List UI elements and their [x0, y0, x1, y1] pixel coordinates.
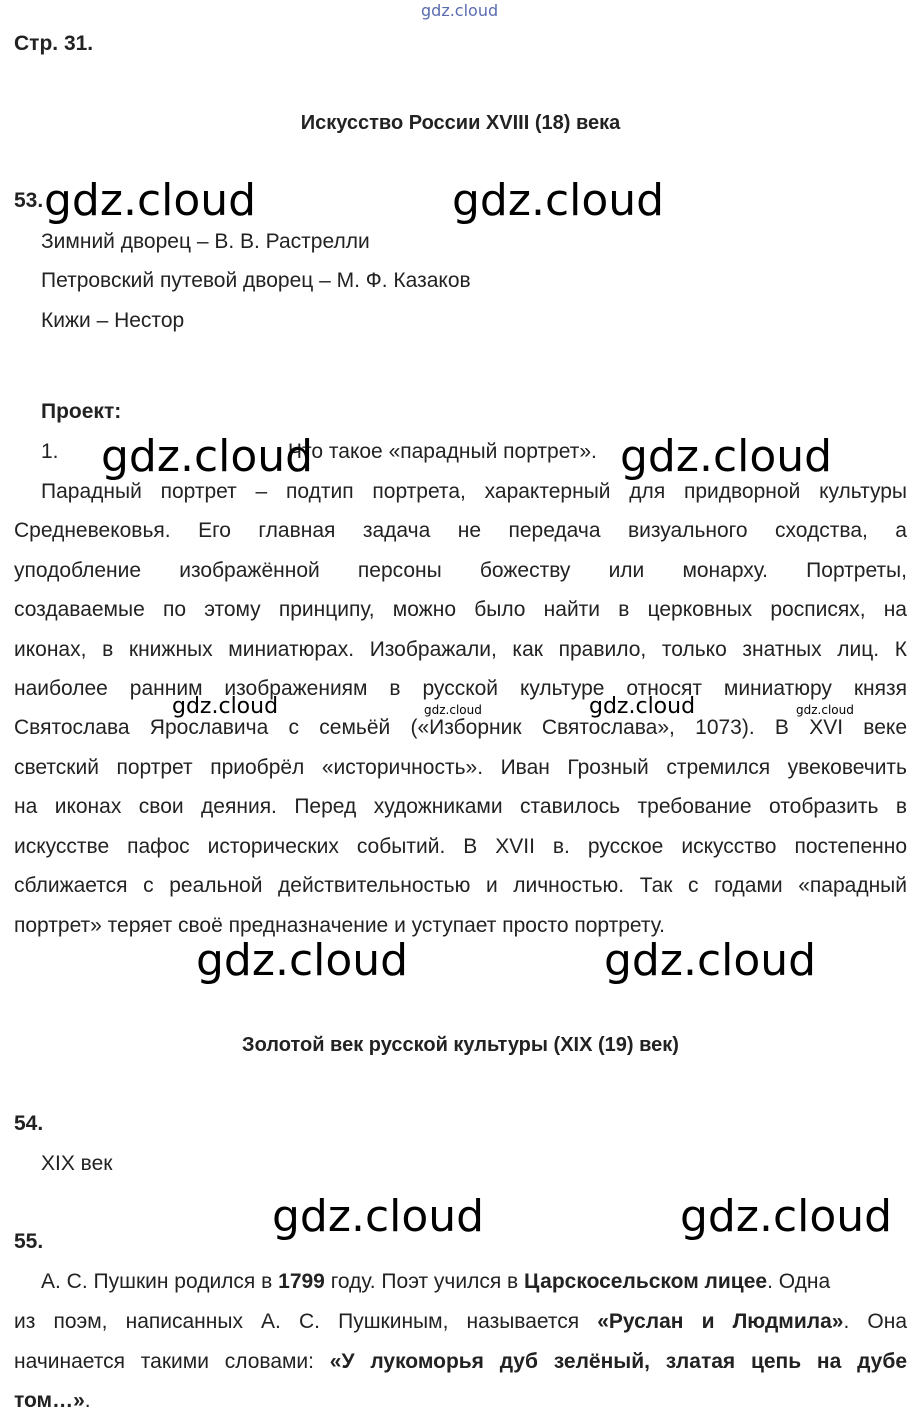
year-1799: 1799: [278, 1270, 325, 1293]
task-55-line: А. С. Пушкин родился в 1799 году. Поэт учился в Царскосельском лицее. Одна: [41, 1270, 831, 1293]
task-55-line: том…».: [14, 1389, 91, 1412]
paragraph-line: на иконах свои деяния. Перед художниками ставилось требование отобразить в: [14, 795, 907, 818]
task-54-answer: XIX век: [41, 1152, 113, 1175]
project-item-number: 1.: [41, 440, 59, 463]
paragraph-line: портрет» теряет своё предназначение и уступает просто портрету.: [14, 914, 665, 937]
section-title-19th-century: Золотой век русской культуры (XIX (19) век): [242, 1034, 679, 1056]
paragraph-line: Средневековья. Его главная задача не передача визуального сходства, а: [14, 519, 907, 542]
watermark: gdz.cloud: [101, 431, 314, 482]
watermark: gdz.cloud: [172, 694, 279, 719]
watermark: gdz.cloud: [620, 431, 833, 482]
answer-line: Зимний дворец – В. В. Растрелли: [41, 230, 370, 253]
task-55-line: из поэм, написанных А. С. Пушкиным, называется «Руслан и Людмила». Она: [14, 1310, 908, 1333]
watermark: gdz.cloud: [604, 935, 817, 986]
paragraph-line: Парадный портрет – подтип портрета, характерный для придворной культуры: [41, 480, 907, 503]
paragraph-line: уподобление изображённой персоны божеству или монарху. Портреты,: [14, 559, 907, 582]
watermark: gdz.cloud: [196, 935, 409, 986]
task-55-number: 55.: [14, 1230, 44, 1253]
lyceum-name: Царскосельском лицее: [524, 1270, 768, 1293]
answer-line: Кижи – Нестор: [41, 309, 185, 332]
watermark: gdz.cloud: [589, 694, 696, 719]
page-label: Стр. 31.: [14, 32, 94, 55]
paragraph-line: светский портрет приобрёл «историчность». Иван Грозный стремился увековечить: [14, 756, 907, 779]
paragraph-line: иконах, в книжных миниатюрах. Изображали, как правило, только знатных лиц. К: [14, 638, 907, 661]
task-53-number: 53.: [14, 189, 44, 212]
answer-line: Петровский путевой дворец – М. Ф. Казаков: [41, 269, 471, 292]
paragraph-line: искусстве пафос исторических событий. В XVII в. русское искусство постепенно: [14, 835, 907, 858]
top-watermark: gdz.cloud: [421, 1, 499, 20]
paragraph-line: сближается с реальной действительностью и личностью. Так с годами «парадный: [14, 874, 907, 897]
watermark: gdz.cloud: [272, 1191, 485, 1242]
task-54-number: 54.: [14, 1112, 44, 1135]
paragraph-line: создаваемые по этому принципу, можно было найти в церковных росписях, на: [14, 598, 907, 621]
paragraph-line: наиболее ранним изображениям в русской культуре относят миниатюру князя: [14, 677, 907, 700]
paragraph-line: Святослава Ярославича с семьёй («Изборник Святослава», 1073). В XVI веке: [14, 716, 907, 739]
section-title-18th-century: Искусство России XVIII (18) века: [300, 112, 621, 134]
watermark: gdz.cloud: [452, 175, 665, 226]
watermark: gdz.cloud: [424, 703, 482, 717]
task-55-line: начинается такими словами: «У лукоморья дуб зелёный, златая цепь на дубе: [14, 1350, 907, 1373]
watermark: gdz.cloud: [44, 175, 257, 226]
watermark: gdz.cloud: [680, 1191, 893, 1242]
project-label: Проект:: [41, 400, 122, 423]
watermark: gdz.cloud: [796, 703, 854, 717]
poem-quote: «У лукоморья дуб зелёный, златая цепь на дубе: [329, 1350, 907, 1373]
project-item-question: Что такое «парадный портрет».: [288, 440, 597, 463]
poem-title: «Руслан и Людмила»: [597, 1310, 844, 1333]
